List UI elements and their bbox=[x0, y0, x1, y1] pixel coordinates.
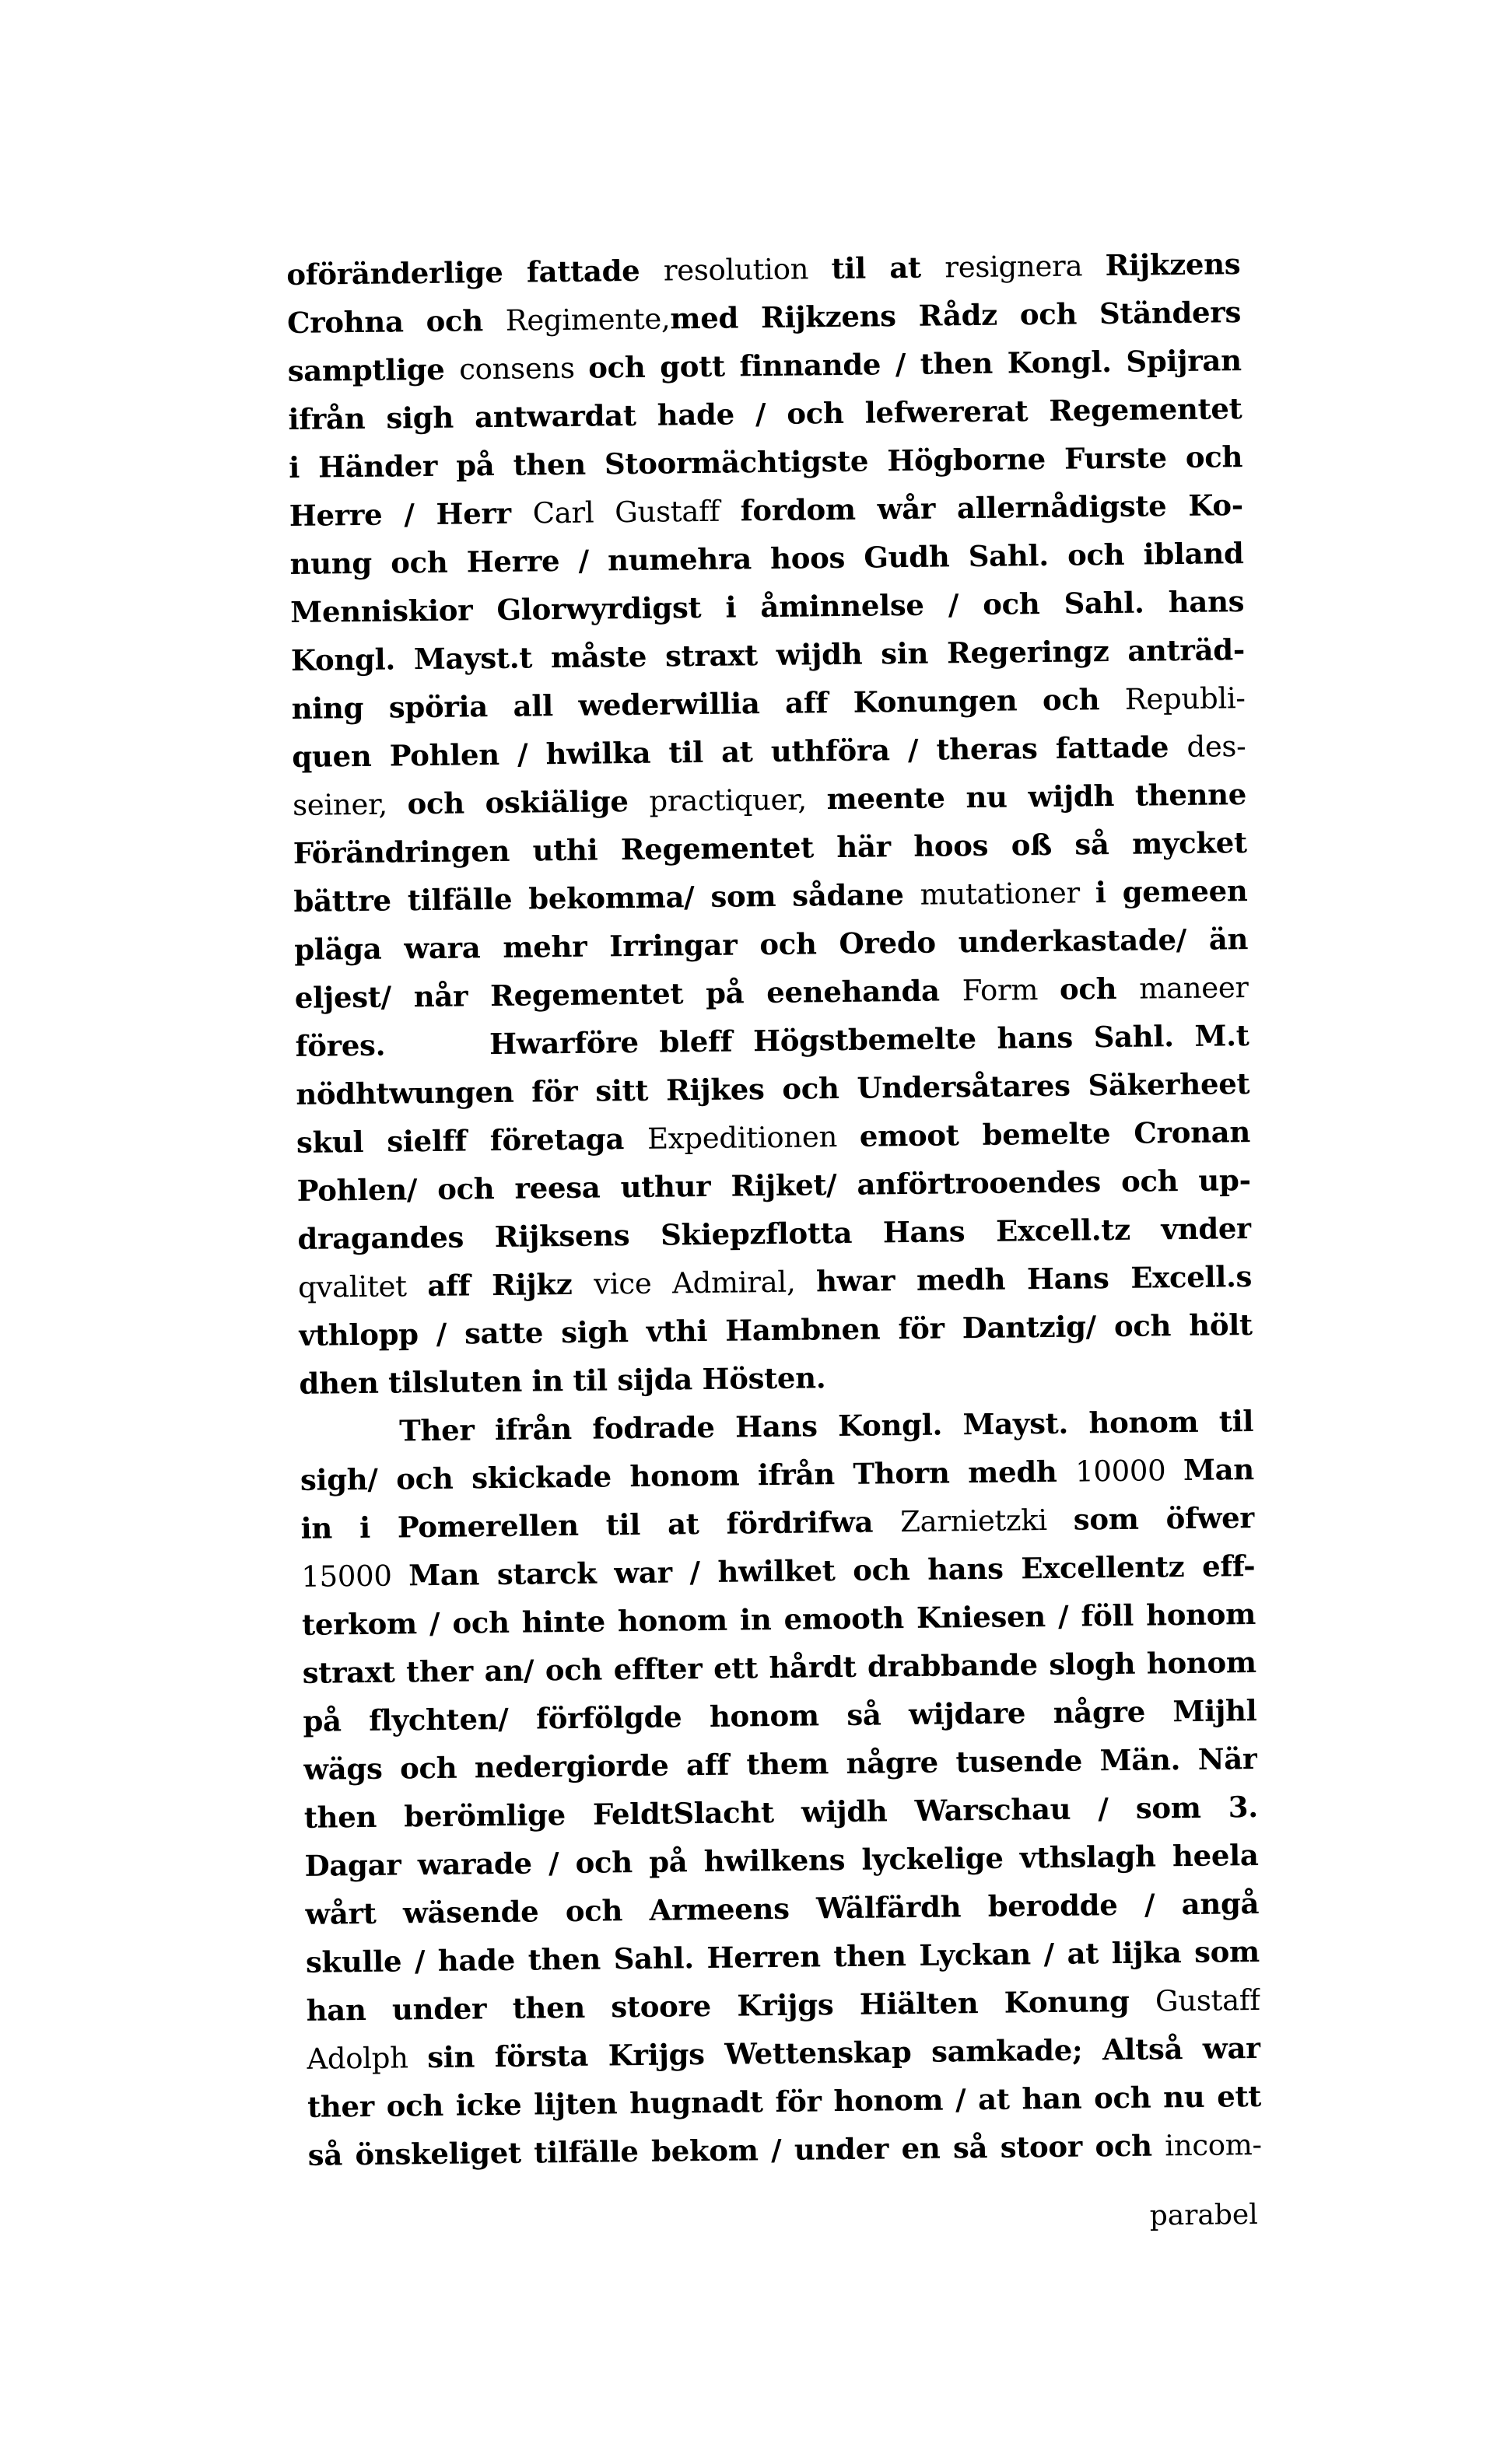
fraktur-type-segment: skul sielff företaga bbox=[296, 1121, 648, 1160]
fraktur-type-segment: meente nu wijdh thenne bbox=[826, 777, 1247, 817]
fraktur-type-segment: pläga wara mehr Irringar och Oredo underkastade/ än bbox=[293, 922, 1249, 967]
roman-type-segment: seiner, bbox=[292, 787, 408, 822]
fraktur-type-segment: emoot bemelte Cronan bbox=[859, 1115, 1251, 1153]
fraktur-type-segment: aff Rijkz bbox=[427, 1266, 594, 1304]
roman-type-segment: Gustaff bbox=[1155, 1983, 1260, 2018]
fraktur-type-segment: hwar medh Hans Excell.s bbox=[815, 1259, 1253, 1299]
fraktur-type-segment: Herre / Herr bbox=[289, 495, 534, 533]
fraktur-type-segment: nödhtwungen för sitt Rijkes och Undersåtares Säkerheet bbox=[296, 1066, 1250, 1111]
roman-type-segment: Adolph bbox=[307, 2041, 428, 2076]
fraktur-type-segment: i gemeen bbox=[1095, 873, 1248, 910]
fraktur-type-segment: med Rijkzens Rådz och Ständers bbox=[670, 295, 1242, 336]
fraktur-type-segment: och bbox=[1059, 971, 1140, 1006]
roman-type-segment: consens bbox=[458, 351, 589, 387]
fraktur-type-segment: Rijkzens bbox=[1105, 247, 1241, 283]
fraktur-type-segment: i Händer på then Stoormächtigste Högborne Furste och bbox=[288, 439, 1243, 485]
text-line bbox=[307, 2120, 1262, 2179]
fraktur-type-segment: som öfwer bbox=[1073, 1500, 1255, 1537]
fraktur-type-segment: sigh/ och skickade honom ifrån Thorn medh bbox=[300, 1454, 1076, 1497]
roman-type-segment: vice Admiral, bbox=[594, 1265, 817, 1301]
fraktur-type-segment: sin första Krijgs Wettenskap samkade; Altså war bbox=[426, 2030, 1261, 2075]
fraktur-type-segment: wårt wäsende och Armeens Wälfärdh berodde / angå bbox=[305, 1885, 1260, 1931]
fraktur-type-segment: fordom wår allernådigste Ko- bbox=[740, 488, 1244, 528]
fraktur-type-segment: samptlige bbox=[287, 352, 460, 388]
fraktur-type-segment: Kongl. Mayst.t måste straxt wijdh sin Regeringz anträd- bbox=[290, 632, 1246, 677]
fraktur-type-segment: eljest/ når Regementet på eenehanda bbox=[294, 973, 962, 1015]
catchword: parabel bbox=[1149, 2198, 1258, 2232]
roman-type-segment: incom- bbox=[1165, 2127, 1262, 2163]
fraktur-type-segment: bättre tilfälle bekomma/ som sådane bbox=[293, 877, 920, 919]
roman-type-segment: Expeditionen bbox=[647, 1119, 860, 1156]
fraktur-type-segment: Menniskior Glorwyrdigst i åminnelse / och Sahl. hans bbox=[290, 584, 1245, 629]
fraktur-type-segment: ther och icke lijten hugnadt för honom / at han och nu ett bbox=[307, 2078, 1262, 2124]
fraktur-type-segment: then berömlige FeldtSlacht wijdh Warschau / som 3. bbox=[303, 1789, 1259, 1835]
roman-type-segment: resignera bbox=[945, 249, 1106, 285]
fraktur-type-segment: Crohna och bbox=[286, 303, 506, 340]
text-block-lines bbox=[286, 240, 1262, 2179]
fraktur-type-segment: vthlopp / satte sigh vthi Hambnen för Dantzig/ och hölt bbox=[298, 1307, 1253, 1353]
roman-type-segment: resolution bbox=[663, 252, 832, 288]
fraktur-type-segment: wägs och nedergiorde aff them någre tusende Män. När bbox=[303, 1741, 1258, 1787]
roman-type-segment: Republi- bbox=[1124, 681, 1246, 716]
roman-type-segment: 15000 bbox=[301, 1559, 409, 1594]
fraktur-type-segment: föres. Hwarföre bleff Högstbemelte hans Sahl. M.t bbox=[295, 1018, 1249, 1063]
fraktur-type-segment: quen Pohlen / hwilka til at uthföra / theras fattade bbox=[292, 729, 1187, 774]
fraktur-type-segment: til at bbox=[831, 250, 945, 286]
fraktur-type-segment: in i Pomerellen til at fördrifwa bbox=[300, 1504, 901, 1545]
fraktur-type-segment: Man starck war / hwilket och hans Excellentz eff- bbox=[408, 1548, 1256, 1593]
roman-type-segment: Carl Gustaff bbox=[532, 494, 741, 530]
fraktur-type-segment: dhen tilsluten in til sijda Hösten. bbox=[299, 1360, 826, 1401]
fraktur-type-segment: ifrån sigh antwardat hade / och lefwererat Regementet bbox=[288, 391, 1242, 436]
fraktur-type-segment: han under then stoore Krijgs Hiälten Konung bbox=[306, 1983, 1156, 2028]
fraktur-type-segment: så önskeliget tilfälle bekom / under en så stoor och bbox=[307, 2128, 1165, 2172]
roman-type-segment: des- bbox=[1186, 730, 1246, 764]
roman-type-segment: qvalitet bbox=[297, 1269, 428, 1304]
fraktur-type-segment: och oskiälige bbox=[407, 783, 650, 821]
roman-type-segment: 10000 bbox=[1074, 1454, 1184, 1489]
fraktur-type-segment: oföränderlige fattade bbox=[286, 253, 664, 292]
fraktur-type-segment: Pohlen/ och reesa uthur Rijket/ anförtrooendes och up- bbox=[296, 1163, 1251, 1208]
fraktur-type-segment: på flychten/ förfölgde honom så wijdare någre Mijhl bbox=[303, 1692, 1257, 1738]
roman-type-segment: mutationer bbox=[920, 876, 1096, 912]
fraktur-type-segment: skulle / hade then Sahl. Herren then Lyckan / at lijka som bbox=[305, 1934, 1260, 1979]
fraktur-type-segment: straxt ther an/ och effter ett hårdt drabbande slogh honom bbox=[302, 1644, 1256, 1690]
fraktur-type-segment: Förändringen uthi Regementet här hoos oß så mycket bbox=[293, 825, 1247, 870]
roman-type-segment: Form bbox=[962, 972, 1060, 1008]
fraktur-type-segment: terkom / och hinte honom in emooth Kniesen / föll honom bbox=[301, 1596, 1256, 1642]
text-block bbox=[286, 240, 1263, 2246]
roman-type-segment: practiquer, bbox=[649, 782, 827, 818]
fraktur-type-segment: Man bbox=[1183, 1451, 1255, 1488]
fraktur-type-segment: ning spöria all wederwillia aff Konungen och bbox=[291, 681, 1126, 726]
roman-type-segment: Regimente, bbox=[505, 302, 671, 338]
roman-type-segment: maneer bbox=[1138, 971, 1249, 1006]
fraktur-type-segment: Ther ifrån fodrade Hans Kongl. Mayst. honom til bbox=[398, 1403, 1254, 1448]
fraktur-type-segment: Dagar warade / och på hwilkens lyckelige vthslagh heela bbox=[304, 1837, 1259, 1883]
fraktur-type-segment: och gott finnande / then Kongl. Spijran bbox=[588, 343, 1242, 385]
fraktur-type-segment: dragandes Rijksens Skiepzflotta Hans Excell.tz vnder bbox=[297, 1211, 1252, 1256]
roman-type-segment: Zarnietzki bbox=[899, 1503, 1074, 1539]
fraktur-type-segment: nung och Herre / numehra hoos Gudh Sahl. och ibland bbox=[289, 536, 1244, 581]
